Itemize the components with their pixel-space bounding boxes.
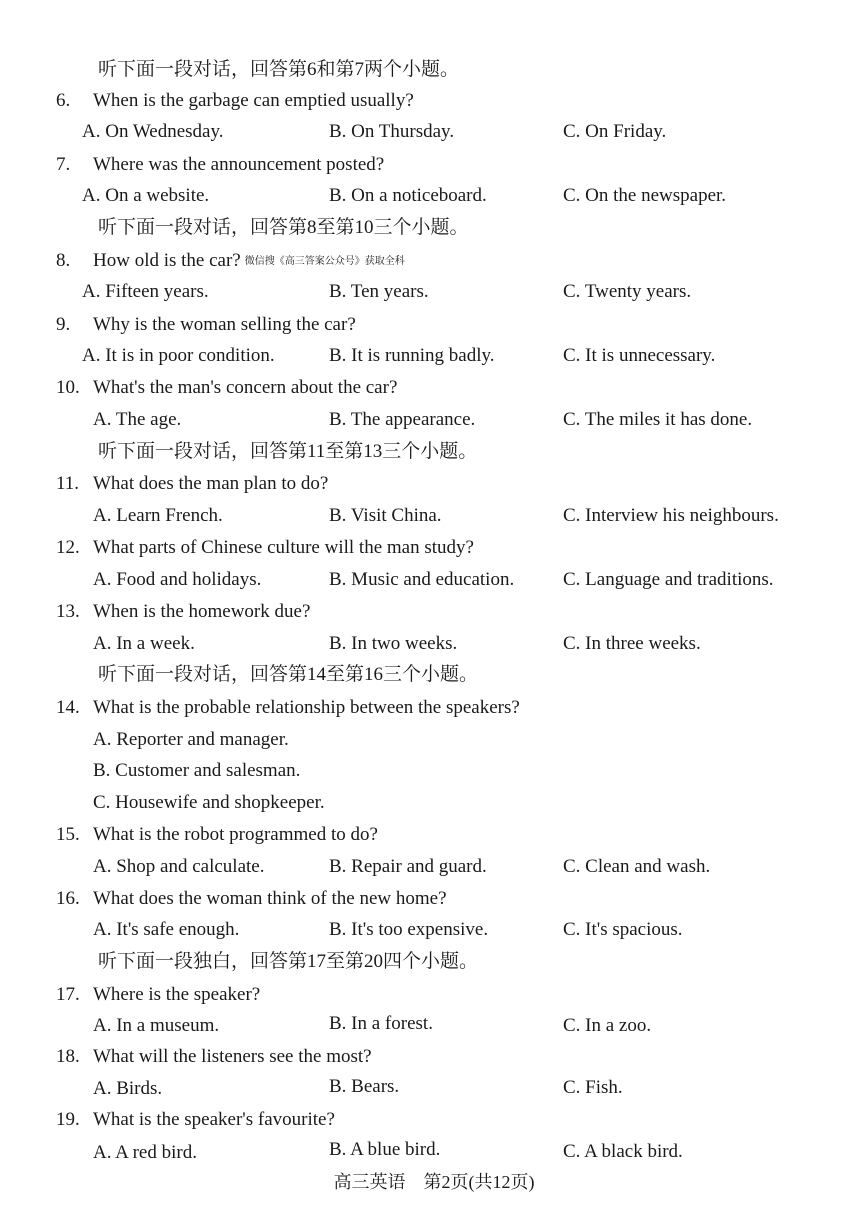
option-a: A. Birds. — [93, 1078, 163, 1099]
question-number: 14. — [56, 697, 80, 718]
option-b: B. Ten years. — [329, 281, 429, 302]
option-c: C. On Friday. — [563, 121, 667, 142]
option-b: B. It is running badly. — [329, 345, 495, 366]
question-text: Why is the woman selling the car? — [93, 314, 356, 335]
question-stem — [56, 249, 405, 274]
question-number: 13. — [56, 601, 80, 622]
question-stem — [56, 696, 520, 720]
question-text: What's the man's concern about the car? — [93, 377, 398, 398]
question-number: 18. — [56, 1046, 80, 1067]
option-c: C. In a zoo. — [563, 1015, 652, 1036]
question-stem — [56, 536, 474, 560]
option-a: A. Food and holidays. — [93, 569, 262, 590]
section-instruction: 听下面一段对话，回答第11至第13三个小题。 — [98, 441, 478, 462]
question-number: 10. — [56, 377, 80, 398]
question-number: 12. — [56, 537, 80, 558]
question-text: What is the speaker's favourite? — [93, 1109, 335, 1130]
option-a: A. On a website. — [82, 185, 210, 206]
option-c: C. Clean and wash. — [563, 856, 711, 877]
option-a: A. It is in poor condition. — [82, 345, 275, 366]
option-c: C. In three weeks. — [563, 633, 701, 654]
question-text: What is the robot programmed to do? — [93, 824, 378, 845]
option-a: A. Learn French. — [93, 505, 223, 526]
option-c: C. Language and traditions. — [563, 569, 774, 590]
question-number: 19. — [56, 1109, 80, 1130]
option-b: B. On Thursday. — [329, 121, 455, 142]
option-a: A. It's safe enough. — [93, 919, 240, 940]
section-instruction: 听下面一段对话，回答第6和第7两个小题。 — [98, 59, 460, 80]
question-number: 6. — [56, 90, 71, 111]
question-number: 9. — [56, 314, 71, 335]
question-stem — [56, 153, 384, 177]
question-stem — [56, 983, 260, 1007]
option-b: B. Music and education. — [329, 569, 515, 590]
question-stem — [56, 89, 414, 113]
option-a: A. Fifteen years. — [82, 281, 209, 302]
question-stem — [56, 313, 356, 337]
question-text: What does the man plan to do? — [93, 473, 329, 494]
option-c: C. On the newspaper. — [563, 185, 727, 206]
option-c: C. Twenty years. — [563, 281, 692, 302]
option-c: C. It is unnecessary. — [563, 345, 716, 366]
question-stem — [56, 823, 378, 847]
question-text: What is the probable relationship between the speakers? — [93, 697, 520, 718]
question-stem — [56, 887, 447, 911]
question-text: How old is the car? — [93, 250, 241, 271]
option-c: C. A black bird. — [563, 1141, 683, 1162]
option-a: A. In a week. — [93, 633, 195, 654]
question-text: What will the listeners see the most? — [93, 1046, 372, 1067]
option-b: B. Repair and guard. — [329, 856, 487, 877]
question-number: 17. — [56, 984, 80, 1005]
option-b: B. It's too expensive. — [329, 919, 489, 940]
question-text: What parts of Chinese culture will the man study? — [93, 537, 474, 558]
option-b: B. On a noticeboard. — [329, 185, 487, 206]
question-stem — [56, 376, 397, 400]
question-number: 7. — [56, 154, 71, 175]
question-stem — [56, 600, 310, 624]
option-b: B. A blue bird. — [329, 1139, 441, 1160]
option-c: C. Fish. — [563, 1077, 623, 1098]
option-a: A. On Wednesday. — [82, 121, 224, 142]
question-number: 16. — [56, 888, 80, 909]
question-stem — [56, 1108, 335, 1132]
question-text: What does the woman think of the new home? — [93, 888, 447, 909]
option-a: A. A red bird. — [93, 1142, 197, 1163]
question-number: 15. — [56, 824, 80, 845]
option-c: C. The miles it has done. — [563, 409, 753, 430]
page-footer: 高三英语 第2页(共12页) — [333, 1172, 535, 1192]
question-number: 8. — [56, 250, 71, 271]
option-b: B. The appearance. — [329, 409, 476, 430]
section-instruction: 听下面一段对话，回答第8至第10三个小题。 — [98, 217, 469, 238]
section-instruction: 听下面一段独白，回答第17至第20四个小题。 — [98, 951, 479, 972]
watermark-note: 微信搜《高三答案公众号》获取全科 — [244, 255, 405, 267]
question-number: 11. — [56, 473, 80, 494]
option-b: B. In a forest. — [329, 1013, 433, 1034]
question-stem — [56, 472, 328, 496]
question-text: When is the garbage can emptied usually? — [93, 90, 414, 111]
option-b: B. Customer and salesman. — [93, 760, 301, 781]
option-b: B. Visit China. — [329, 505, 442, 526]
section-instruction: 听下面一段对话，回答第14至第16三个小题。 — [98, 664, 479, 685]
option-c: C. It's spacious. — [563, 919, 683, 940]
question-stem — [56, 1045, 372, 1069]
option-c: C. Housewife and shopkeeper. — [93, 792, 325, 813]
option-b: B. Bears. — [329, 1076, 400, 1097]
option-a: A. Reporter and manager. — [93, 729, 289, 750]
question-text: When is the homework due? — [93, 601, 311, 622]
question-text: Where was the announcement posted? — [93, 154, 385, 175]
option-c: C. Interview his neighbours. — [563, 505, 779, 526]
option-b: B. In two weeks. — [329, 633, 458, 654]
option-a: A. The age. — [93, 409, 182, 430]
question-text: Where is the speaker? — [93, 984, 261, 1005]
option-a: A. In a museum. — [93, 1015, 220, 1036]
option-a: A. Shop and calculate. — [93, 856, 265, 877]
